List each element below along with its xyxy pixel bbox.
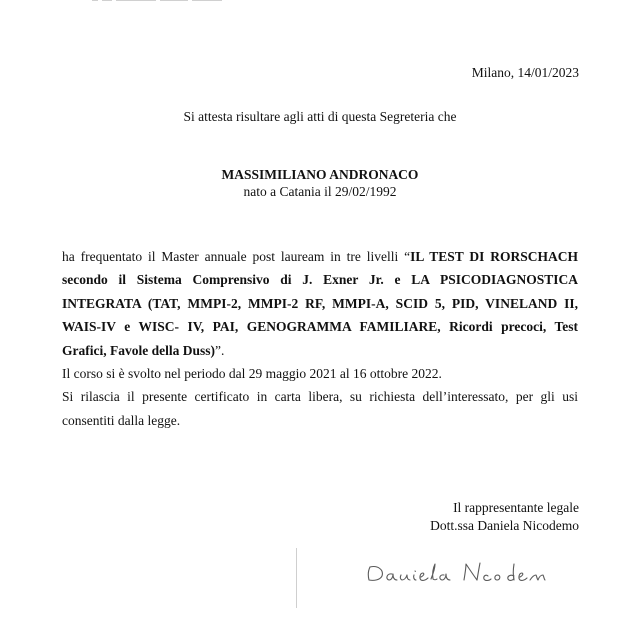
cropped-header-remnant bbox=[92, 0, 262, 4]
course-title: IL TEST DI RORSCHACH secondo il Sistema Comprensivo di J. Exner Jr. e LA PSICODIAGNOSTICA INTEGRATA (TAT, MMPI-2, MMPI-2 RF, MMPI-A, SCID 5, PID, VINELAND II, WAIS-IV e WISC- IV, PAI, GENOGRAMMA FAMILIARE, Ricordi precoci, Test Grafici, Favole della Duss) bbox=[62, 249, 578, 358]
course-period: Il corso si è svolto nel periodo dal 29 maggio 2021 al 16 ottobre 2022. bbox=[62, 366, 442, 382]
course-paragraph-prefix: ha frequentato il Master annuale post lauream in tre livelli “ bbox=[62, 249, 411, 264]
handwritten-signature bbox=[330, 548, 570, 598]
person-name: MASSIMILIANO ANDRONACO bbox=[221, 167, 419, 182]
person-birth: nato a Catania il 29/02/1992 bbox=[243, 184, 397, 199]
person-block bbox=[0, 166, 640, 200]
attestation-intro: Si attesta risultare agli atti di questa Segreteria che bbox=[183, 109, 457, 124]
signatory-name: Dott.ssa Daniela Nicodemo bbox=[430, 518, 579, 533]
date-line: Milano, 14/01/2023 bbox=[471, 65, 579, 80]
release-note: Si rilascia il presente certificato in carta libera, su richiesta dell’interessato, per gli usi consentiti dalla legge. bbox=[62, 389, 578, 428]
certificate-body bbox=[62, 245, 578, 432]
course-paragraph bbox=[62, 245, 578, 362]
signature-divider bbox=[296, 548, 297, 608]
signatory-role: Il rappresentante legale bbox=[453, 500, 579, 515]
signature-block bbox=[430, 499, 579, 535]
course-paragraph-suffix: ”. bbox=[214, 342, 225, 358]
